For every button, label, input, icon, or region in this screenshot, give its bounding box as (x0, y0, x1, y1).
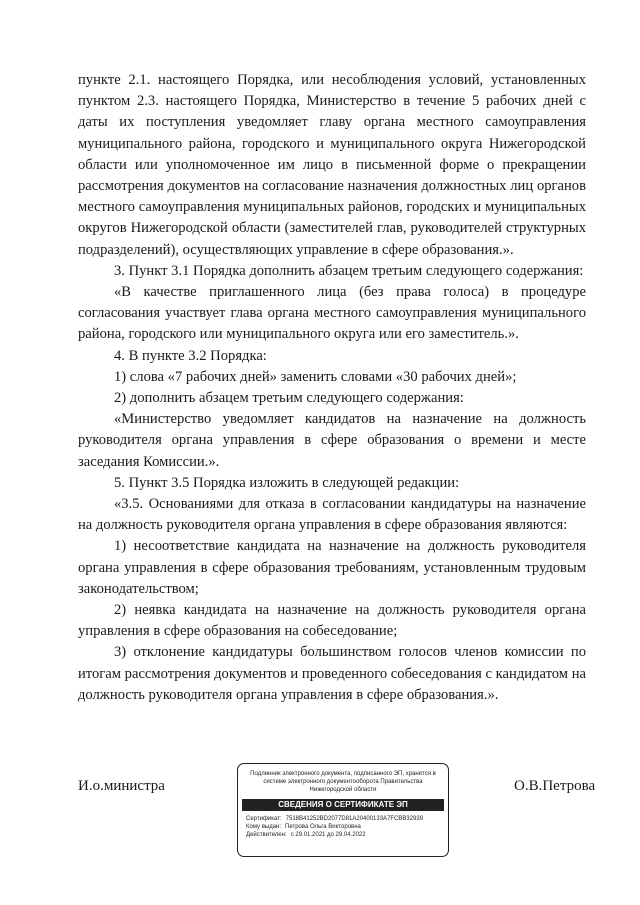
document-body (78, 70, 586, 706)
stamp-details (246, 815, 440, 839)
valid-value: с 29.01.2021 до 29.04.2022 (290, 832, 366, 838)
electronic-signature-stamp (237, 763, 449, 857)
certificate-value: 7518B41252BD2077D81A20400133A7FCBB32939 (285, 816, 424, 822)
paragraph-ground-1: 1) несоответствие кандидата на назначение на должность руководителя органа управления в сфере образования требованиям, установленным трудовым законодательством; (78, 538, 586, 597)
stamp-row-validity (246, 831, 440, 839)
paragraph-continuation: пункте 2.1. настоящего Порядка, или несоблюдения условий, установленных пунктом 2.3. настоящего Порядка, Министерство в течение 5 рабочих дней с даты их поступления уведомляет главу органа местного самоуправления муниципального района, городского и муниципального округа Нижегородской области или уполномоченное им лицо в письменной форме о прекращении рассмотрения документов на согласование назначения должностных лиц органов местного самоуправления муниципальных районов, городских и муниципальных округов Нижегородской области (заместителей глав, руководителей структурных подразделений), осуществляющих управление в сфере образования.». (78, 72, 586, 258)
paragraph-ground-2: 2) неявка кандидата на назначение на должность руководителя органа управления в сфере образования на собеседование; (78, 602, 586, 640)
stamp-row-certificate (246, 815, 440, 823)
valid-label: Действителен: (246, 832, 287, 838)
paragraph-item-3: 3. Пункт 3.1 Порядка дополнить абзацем третьим следующего содержания: (114, 262, 584, 279)
issued-to-value: Петрова Ольга Викторовна (285, 824, 361, 830)
signer-name: О.В.Петрова (514, 778, 596, 794)
stamp-row-issued-to (246, 823, 440, 831)
paragraph-quote-3: «В качестве приглашенного лица (без права голоса) в процедуре согласования участвует глава органа местного самоуправления муниципального района, городского или муниципального округа или его заместитель.». (78, 284, 586, 343)
paragraph-item-5: 5. Пункт 3.5 Порядка изложить в следующей редакции: (114, 474, 460, 491)
stamp-title: СВЕДЕНИЯ О СЕРТИФИКАТЕ ЭП (242, 799, 444, 811)
paragraph-ground-3: 3) отклонение кандидатуры большинством голосов членов комиссии по итогам рассмотрения документов и проведенного собеседования с кандидатом на должность руководителя органа управления в сфере образования.». (78, 644, 586, 703)
stamp-notice: Подлинник электронного документа, подписанного ЭП, хранится в системе электронного документооборота Правительства Нижегородской области (250, 771, 436, 793)
signer-position: И.о.министра (78, 778, 165, 794)
paragraph-item-4: 4. В пункте 3.2 Порядка: (114, 347, 267, 364)
paragraph-item-4-2: 2) дополнить абзацем третьим следующего содержания: (114, 390, 464, 407)
paragraph-quote-5: «3.5. Основаниями для отказа в согласовании кандидатуры на назначение на должность руководителя органа управления в сфере образования являются: (78, 496, 586, 534)
certificate-label: Сертификат: (246, 816, 282, 822)
paragraph-quote-4: «Министерство уведомляет кандидатов на назначение на должность руководителя органа управления в сфере образования о времени и месте заседания Комиссии.». (78, 411, 586, 470)
issued-to-label: Кому выдан: (246, 824, 282, 830)
paragraph-item-4-1: 1) слова «7 рабочих дней» заменить словами «30 рабочих дней»; (114, 368, 517, 385)
